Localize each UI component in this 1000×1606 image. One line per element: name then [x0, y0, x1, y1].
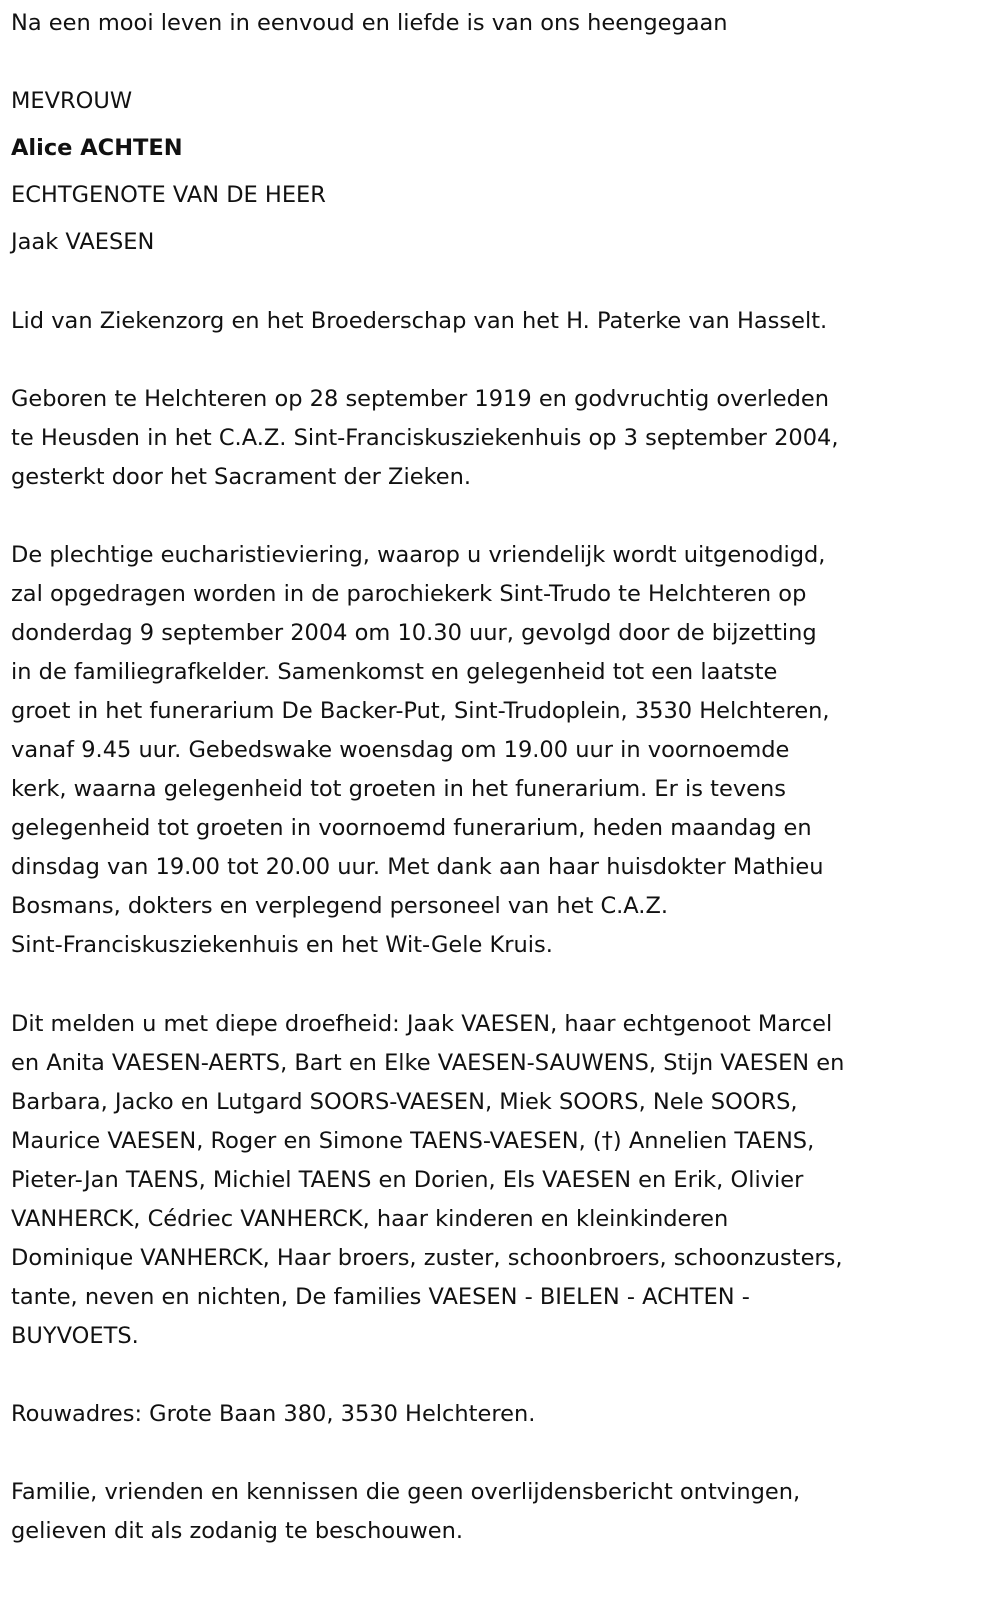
address-text: Rouwadres: Grote Baan 380, 3530 Helchteren. [11, 1401, 536, 1427]
paragraph-line: gesterkt door het Sacrament der Zieken. [11, 464, 472, 490]
intro-paragraph [11, 4, 728, 43]
paragraph-line: groet in het funerarium De Backer-Put, Sint-Trudoplein, 3530 Helchteren, [11, 698, 830, 724]
paragraph-line: vanaf 9.45 uur. Gebedswake woensdag om 19.00 uur in voornoemde [11, 737, 790, 763]
membership-paragraph [11, 302, 827, 341]
paragraph-line: Barbara, Jacko en Lutgard SOORS-VAESEN, Miek SOORS, Nele SOORS, [11, 1089, 798, 1115]
ceremony-paragraph [11, 536, 830, 965]
paragraph-line: Dominique VANHERCK, Haar broers, zuster, schoonbroers, schoonzusters, [11, 1245, 843, 1271]
paragraph-line: De plechtige eucharistieviering, waarop u vriendelijk wordt uitgenodigd, [11, 542, 826, 568]
deceased-header [11, 78, 326, 266]
paragraph-line: tante, neven en nichten, De families VAESEN - BIELEN - ACHTEN - [11, 1284, 750, 1310]
paragraph-line: in de familiegrafkelder. Samenkomst en gelegenheid tot een laatste [11, 659, 778, 685]
paragraph-line: Familie, vrienden en kennissen die geen overlijdensbericht ontvingen, [11, 1479, 801, 1505]
membership-text: Lid van Ziekenzorg en het Broederschap van het H. Paterke van Hasselt. [11, 308, 828, 334]
paragraph-line: Dit melden u met diepe droefheid: Jaak VAESEN, haar echtgenoot Marcel [11, 1011, 833, 1037]
spouse-name: Jaak VAESEN [11, 229, 155, 255]
paragraph-line: gelegenheid tot groeten in voornoemd funerarium, heden maandag en [11, 815, 812, 841]
paragraph-line: Geboren te Helchteren op 28 september 1919 en godvruchtig overleden [11, 386, 830, 412]
paragraph-line: BUYVOETS. [11, 1323, 139, 1349]
paragraph-line: kerk, waarna gelegenheid tot groeten in het funerarium. Er is tevens [11, 776, 786, 802]
intro-text: Na een mooi leven in eenvoud en liefde is van ons heengegaan [11, 10, 728, 36]
paragraph-line: Bosmans, dokters en verplegend personeel van het C.A.Z. [11, 893, 669, 919]
paragraph-line: dinsdag van 19.00 tot 20.00 uur. Met dank aan haar huisdokter Mathieu [11, 854, 824, 880]
relation-text: ECHTGENOTE VAN DE HEER [11, 182, 326, 208]
address-paragraph [11, 1395, 535, 1434]
paragraph-line: donderdag 9 september 2004 om 10.30 uur, gevolgd door de bijzetting [11, 620, 817, 646]
birth-death-paragraph [11, 380, 839, 497]
title-text: MEVROUW [11, 88, 133, 114]
paragraph-line: te Heusden in het C.A.Z. Sint-Franciskusziekenhuis op 3 september 2004, [11, 425, 839, 451]
paragraph-line: gelieven dit als zodanig te beschouwen. [11, 1518, 464, 1544]
paragraph-line: Sint-Franciskusziekenhuis en het Wit-Gele Kruis. [11, 932, 553, 958]
paragraph-line: VANHERCK, Cédriec VANHERCK, haar kinderen en kleinkinderen [11, 1206, 729, 1232]
paragraph-line: en Anita VAESEN-AERTS, Bart en Elke VAESEN-SAUWENS, Stijn VAESEN en [11, 1050, 845, 1076]
deceased-name: Alice ACHTEN [11, 135, 183, 161]
paragraph-line: Pieter-Jan TAENS, Michiel TAENS en Dorien, Els VAESEN en Erik, Olivier [11, 1167, 804, 1193]
closing-paragraph [11, 1473, 800, 1551]
paragraph-line: zal opgedragen worden in de parochiekerk Sint-Trudo te Helchteren op [11, 581, 807, 607]
mourners-paragraph [11, 1005, 844, 1356]
paragraph-line: Maurice VAESEN, Roger en Simone TAENS-VAESEN, (†) Annelien TAENS, [11, 1128, 815, 1154]
